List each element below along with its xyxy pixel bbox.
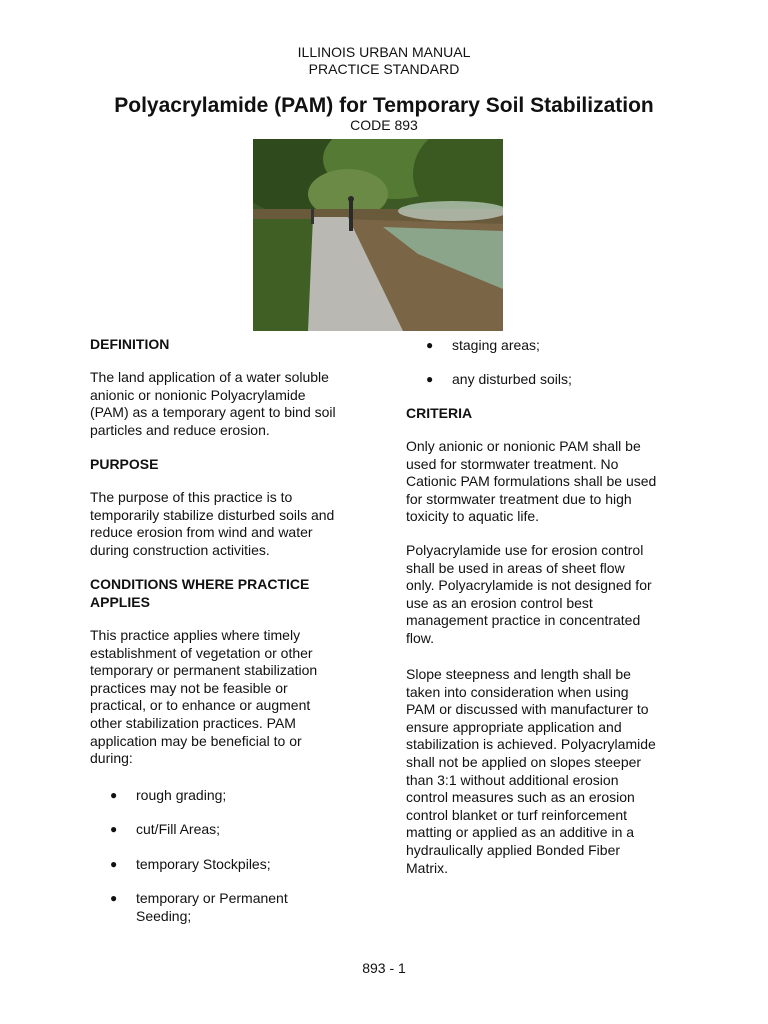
- list-item-label: Seeding;: [136, 907, 192, 924]
- bullet-icon: ●: [426, 338, 434, 352]
- criteria-line: stabilization is achieved. Polyacrylamide: [406, 736, 656, 753]
- bullet-icon: ●: [110, 857, 118, 871]
- list-item-label: temporary Stockpiles;: [136, 856, 271, 872]
- bullet-icon: ●: [110, 788, 118, 802]
- criteria-paragraph-1: [406, 438, 656, 526]
- criteria-line: than 3:1 without additional erosion: [406, 771, 619, 788]
- criteria-line: for stormwater treatment due to high: [406, 490, 632, 507]
- conditions-line: establishment of vegetation or other: [90, 644, 313, 661]
- practice-standard-label: PRACTICE STANDARD: [308, 61, 460, 77]
- conditions-heading-line: APPLIES: [90, 593, 150, 610]
- list-item-label: rough grading;: [136, 787, 227, 803]
- definition-line: The land application of a water soluble: [90, 369, 329, 385]
- criteria-line: Matrix.: [406, 859, 448, 876]
- criteria-line: matting or applied as an additive in a: [406, 824, 635, 841]
- definition-line: anionic or nonionic Polyacrylamide: [90, 386, 306, 403]
- criteria-line: Slope steepness and length shall be: [406, 666, 631, 682]
- list-item-label: staging areas;: [452, 337, 540, 353]
- pam-application-photo: [253, 139, 503, 331]
- criteria-line: flow.: [406, 629, 435, 646]
- bullet-icon: ●: [110, 822, 118, 836]
- criteria-heading: CRITERIA: [406, 405, 473, 421]
- page-title: Polyacrylamide (PAM) for Temporary Soil Stabilization: [114, 94, 654, 117]
- definition-text: [90, 369, 336, 439]
- criteria-line: Only anionic or nonionic PAM shall be: [406, 438, 641, 454]
- criteria-line: hydraulically applied Bonded Fiber: [406, 841, 621, 858]
- criteria-line: used for stormwater treatment. No: [406, 455, 619, 472]
- purpose-line: during construction activities.: [90, 541, 270, 558]
- conditions-line: application may be beneficial to or: [90, 732, 302, 749]
- bullet-icon: ●: [110, 891, 118, 905]
- definition-heading: DEFINITION: [90, 336, 170, 352]
- criteria-line: control blanket or turf reinforcement: [406, 806, 627, 823]
- criteria-line: taken into consideration when using: [406, 683, 629, 700]
- practice-code: CODE 893: [350, 117, 418, 133]
- conditions-line: temporary or permanent stabilization: [90, 662, 318, 679]
- purpose-line: temporarily stabilize disturbed soils and: [90, 506, 335, 523]
- list-item-label: temporary or Permanent: [136, 890, 288, 906]
- criteria-line: Cationic PAM formulations shall be used: [406, 473, 657, 490]
- criteria-line: ensure appropriate application and: [406, 718, 622, 735]
- purpose-heading: PURPOSE: [90, 456, 159, 472]
- criteria-line: only. Polyacrylamide is not designed for: [406, 577, 652, 594]
- purpose-text: [90, 489, 334, 559]
- conditions-text: [90, 627, 317, 768]
- list-item-label: cut/Fill Areas;: [136, 821, 221, 837]
- criteria-line: PAM or discussed with manufacturer to: [406, 701, 649, 718]
- criteria-line: management practice in concentrated: [406, 612, 641, 629]
- criteria-paragraph-2: [406, 542, 652, 648]
- criteria-line: control measures such as an erosion: [406, 789, 635, 806]
- purpose-line: reduce erosion from wind and water: [90, 524, 313, 541]
- criteria-paragraph-3: [406, 666, 656, 877]
- bullet-icon: ●: [426, 372, 434, 386]
- conditions-heading-line: CONDITIONS WHERE PRACTICE: [90, 576, 310, 592]
- conditions-line: during:: [90, 750, 133, 767]
- criteria-line: use as an erosion control best: [406, 594, 593, 611]
- page-number: 893 - 1: [362, 960, 406, 976]
- purpose-line: The purpose of this practice is to: [90, 489, 293, 505]
- conditions-line: This practice applies where timely: [90, 627, 301, 643]
- conditions-line: practices may not be feasible or: [90, 679, 288, 696]
- conditions-heading: [90, 576, 309, 611]
- criteria-line: Polyacrylamide use for erosion control: [406, 542, 644, 558]
- conditions-line: other stabilization practices. PAM: [90, 714, 296, 731]
- criteria-line: shall not be applied on slopes steeper: [406, 753, 642, 770]
- manual-name: ILLINOIS URBAN MANUAL: [297, 44, 471, 60]
- definition-line: (PAM) as a temporary agent to bind soil: [90, 404, 336, 421]
- criteria-line: toxicity to aquatic life.: [406, 508, 540, 525]
- list-item-label: any disturbed soils;: [452, 371, 572, 387]
- definition-line: particles and reduce erosion.: [90, 421, 270, 438]
- criteria-line: shall be used in areas of sheet flow: [406, 559, 625, 576]
- conditions-line: practical, or to enhance or augment: [90, 697, 311, 714]
